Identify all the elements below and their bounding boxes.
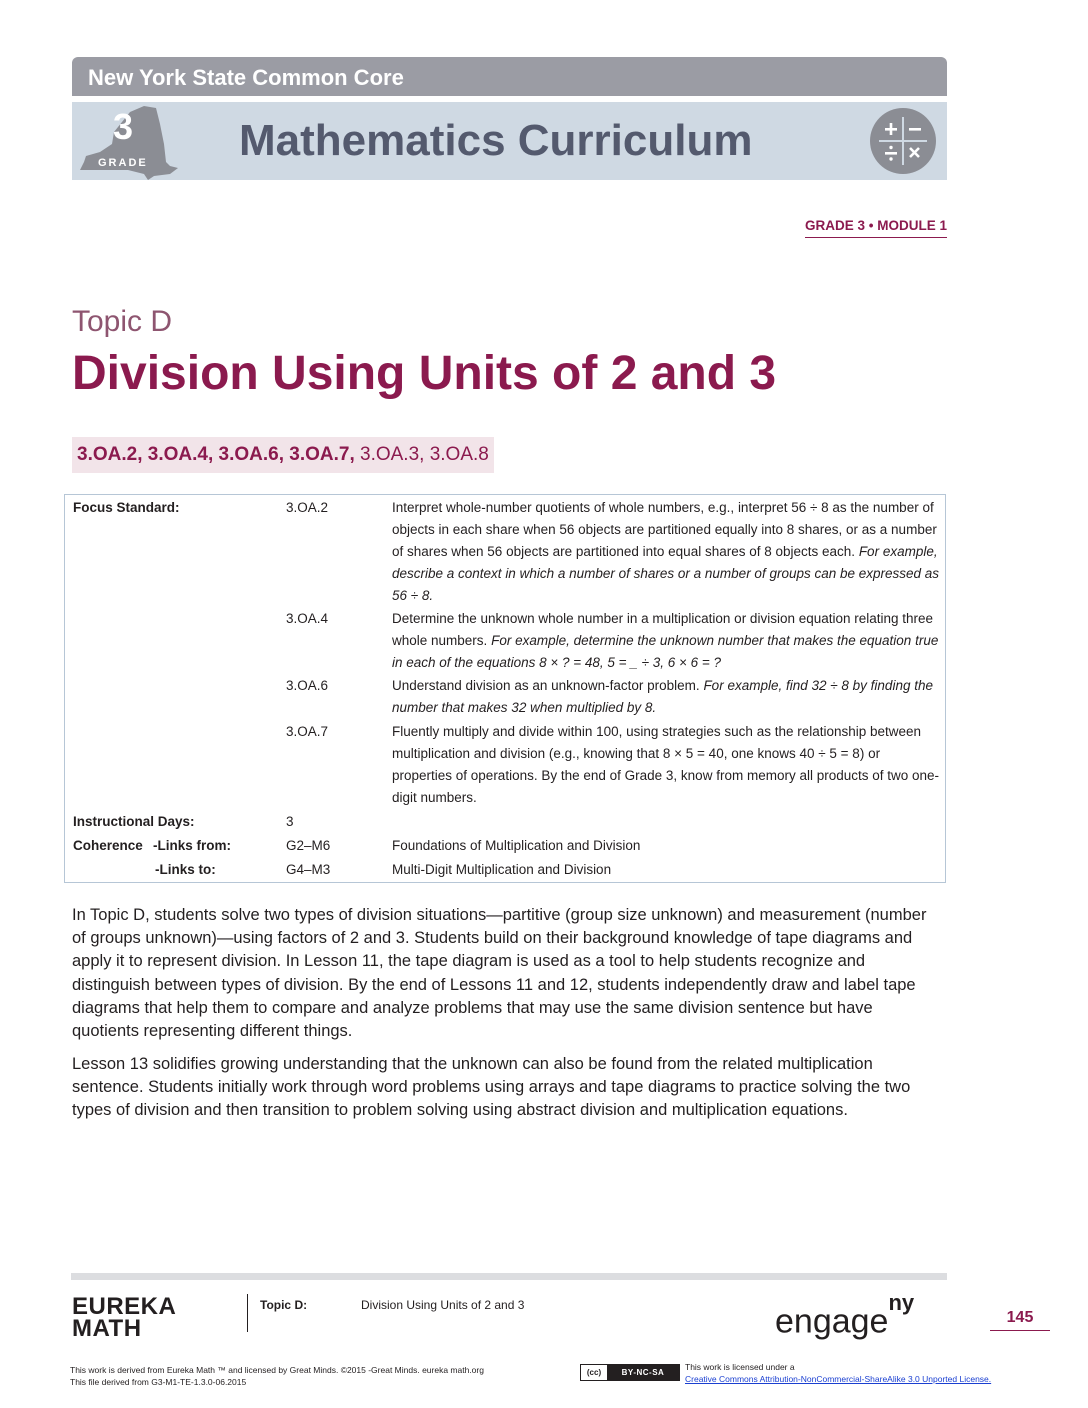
license-line: This work is licensed under a (685, 1362, 795, 1372)
eureka-logo-line: MATH (72, 1315, 142, 1342)
focus-standard-label: Focus Standard: (73, 500, 180, 515)
links-from-label: -Links from: (153, 838, 232, 853)
module-tag: GRADE 3 • MODULE 1 (805, 218, 947, 238)
grade-label: GRADE (98, 157, 148, 169)
standard-description (392, 721, 942, 809)
links-to-label: -Links to: (155, 862, 216, 877)
header-top-bar (72, 57, 947, 96)
standard-description (392, 497, 942, 607)
creative-commons-badge (580, 1364, 680, 1381)
derived-line: This work is derived from Eureka Math ™ and licensed by Great Minds. ©2015 -Great Minds. eureka math.org (70, 1365, 484, 1375)
standard-code: 3.OA.6 (286, 678, 329, 693)
standard-text: Understand division as an unknown-factor problem. (392, 678, 700, 693)
math-operations-icon (869, 107, 937, 175)
links-to-code: G4–M3 (286, 862, 331, 877)
state-core-label: New York State Common Core (88, 65, 404, 90)
footer-rule (71, 1273, 947, 1280)
license-link[interactable]: Creative Commons Attribution-NonCommercial-ShareAlike 3.0 Unported License. (685, 1374, 992, 1384)
engageny-logo (775, 1290, 915, 1341)
standard-text: Determine the unknown whole number in a multiplication or division equation relating three whole numbers. (392, 611, 934, 648)
curriculum-banner (72, 102, 947, 180)
grade-number: 3 (112, 106, 134, 147)
standard-code: 3.OA.7 (286, 724, 329, 739)
links-from-code: G2–M6 (286, 838, 331, 853)
page-number: 145 (990, 1309, 1050, 1331)
derived-notice (70, 1364, 484, 1388)
focus-standard-codes: 3.OA.2, 3.OA.4, 3.OA.6, 3.OA.7, (77, 444, 355, 465)
engage-text: engage (775, 1302, 889, 1341)
standards-table (64, 494, 946, 883)
curriculum-title: Mathematics Curriculum (239, 116, 753, 165)
coherence-label: Coherence (73, 838, 143, 853)
body-paragraph: In Topic D, students solve two types of division situations—partitive (group size unknown) and measurement (number of groups unknown)—using factors of 2 and 3. Students build on their background knowledge of tape diagrams and apply it to represent division. In Lesson 11, the tape diagram is used as a tool to help students recognize and distinguish between types of division. By the end of Lessons 11 and 12, students independently draw and label tape diagrams that help them to compare and analyze problems that may use the same division sentence but have quotients representing different things. (72, 906, 927, 1041)
topic-title: Division Using Units of 2 and 3 (72, 347, 777, 400)
standard-example: For example, find 32 ÷ 8 by finding the number that makes 32 when multiplied by 8. (392, 678, 933, 715)
links-from-text: Foundations of Multiplication and Division (392, 838, 641, 853)
standard-description (392, 608, 942, 674)
instructional-days-value: 3 (286, 814, 294, 829)
cc-terms: BY-NC-SA (607, 1365, 679, 1380)
standard-text: Interpret whole-number quotients of whole numbers, e.g., interpret 56 ÷ 8 as the number of objects in each share when 56 objects are partitioned equally into 8 shares, or as a number of shares when 56 objects are partitioned into equal shares of 8 objects each. (392, 500, 937, 559)
derived-line: This file derived from G3-M1-TE-1.3.0-06.2015 (70, 1377, 247, 1387)
license-notice (685, 1361, 991, 1385)
standard-code: 3.OA.2 (286, 500, 329, 515)
links-to-text: Multi-Digit Multiplication and Division (392, 862, 612, 877)
standard-example: For example, determine the unknown number that makes the equation true in each of the equations 8 × ? = 48, 5 = _ ÷ 3, 6 × 6 = ? (392, 632, 939, 670)
footer-divider (247, 1294, 248, 1332)
topic-label: Topic D (72, 305, 173, 338)
eureka-logo-line: EUREKA (72, 1293, 177, 1320)
instructional-days-label: Instructional Days: (73, 814, 195, 829)
standard-description (392, 675, 942, 719)
standard-text: Fluently multiply and divide within 100, using strategies such as the relationship between multiplication and division (e.g., knowing that 8 × 5 = 40, one knows 40 ÷ 5 = 8) or properties of operations. By the end of Grade 3, know from memory all products of two one-digit numbers. (392, 724, 940, 805)
standards-band (72, 437, 494, 473)
standard-example: For example, describe a context in which a number of shares or a number of groups can be expressed as 56 ÷ 8. (392, 543, 940, 603)
footer-topic-label: Topic D: (260, 1298, 308, 1312)
eureka-math-logo (72, 1293, 182, 1342)
other-standard-codes: 3.OA.3, 3.OA.8 (360, 444, 489, 465)
standard-code: 3.OA.4 (286, 611, 329, 626)
ny-text: ny (888, 1290, 915, 1315)
cc-icon: (cc) (586, 1368, 602, 1377)
body-paragraph: Lesson 13 solidifies growing understanding that the unknown can also be found from the related multiplication sentence. Students initially work through word problems using arrays and tape diagrams to practice solving the two types of division and then transition to problem solving using abstract division and multiplication equations. (72, 1055, 911, 1120)
footer-topic-title: Division Using Units of 2 and 3 (361, 1298, 525, 1312)
